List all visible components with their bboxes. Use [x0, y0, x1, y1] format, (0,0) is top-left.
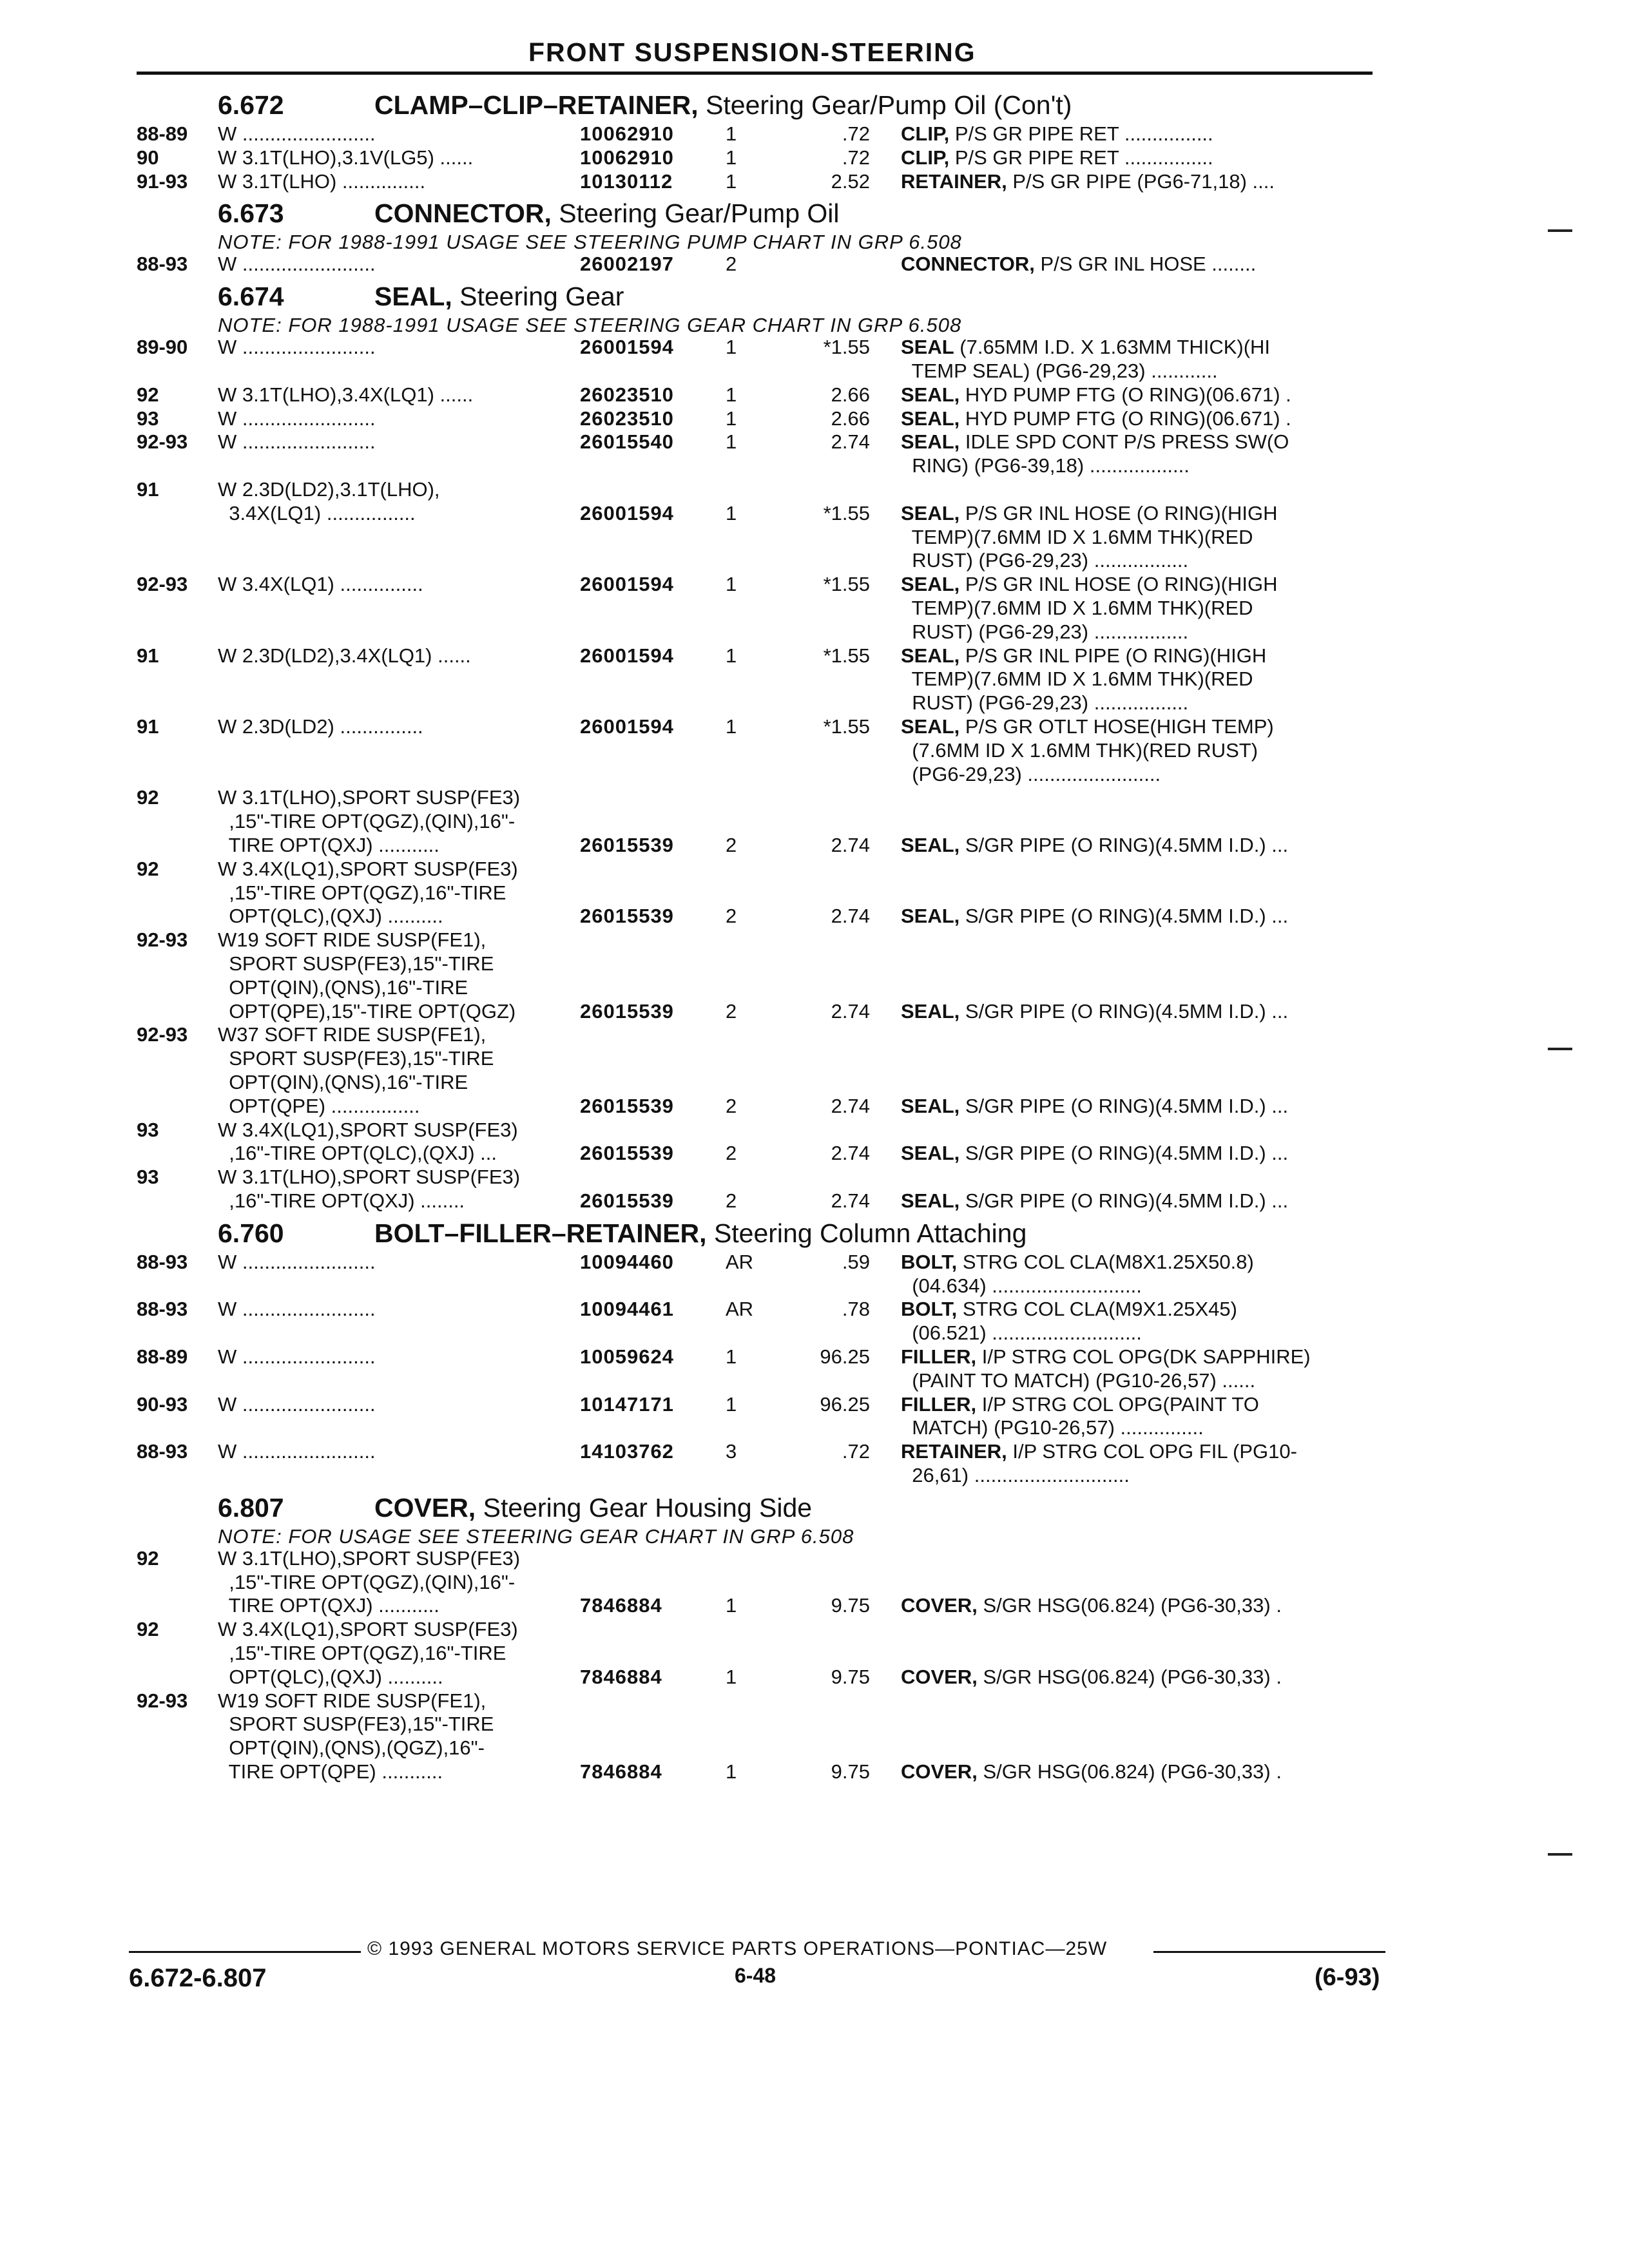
description	[901, 1298, 1237, 1321]
model-years: 92	[137, 857, 159, 880]
application: W ........................	[218, 407, 376, 430]
price: .78	[842, 1298, 870, 1321]
quantity: 2	[726, 833, 737, 856]
description	[901, 122, 1213, 146]
price: 2.74	[831, 905, 870, 928]
section-title-rest: Steering Gear	[452, 282, 624, 312]
description	[901, 715, 1274, 738]
footer-rule-left	[129, 1951, 361, 1953]
quantity: 1	[726, 146, 737, 169]
model-years: 92	[137, 786, 159, 809]
quantity: 1	[726, 644, 737, 667]
section-title-rest: Steering Column Attaching	[706, 1218, 1027, 1248]
section-title	[374, 1493, 812, 1523]
part-number: 26023510	[580, 407, 674, 430]
price: 9.75	[831, 1760, 870, 1783]
application: W ........................	[218, 1298, 376, 1321]
description-text: S/GR HSG(06.824) (PG6-30,33) .	[977, 1594, 1282, 1617]
description	[901, 597, 1253, 620]
footer-rule-right	[1153, 1951, 1385, 1953]
part-number: 10062910	[580, 146, 674, 169]
application: W ........................	[218, 1250, 376, 1273]
section-number: 6.807	[218, 1492, 284, 1523]
application: W 3.4X(LQ1),SPORT SUSP(FE3)	[218, 1118, 518, 1141]
application: ,16"-TIRE OPT(QXJ) ........	[218, 1189, 465, 1212]
price: 96.25	[820, 1345, 870, 1368]
description	[901, 1142, 1288, 1165]
part-number: 26015539	[580, 905, 674, 928]
description	[901, 526, 1253, 549]
part-number: 7846884	[580, 1594, 662, 1617]
part-number: 26015540	[580, 430, 674, 454]
quantity: 1	[726, 1594, 737, 1617]
description-text: P/S GR INL HOSE (O RING)(HIGH	[959, 573, 1278, 596]
description-text: S/GR PIPE (O RING)(4.5MM I.D.) ...	[959, 1189, 1289, 1212]
description	[901, 360, 1218, 383]
description-text: (06.521) ...........................	[901, 1321, 1142, 1345]
price: .72	[842, 122, 870, 145]
application: OPT(QPE),15"-TIRE OPT(QGZ)	[218, 999, 516, 1023]
description-text: IDLE SPD CONT P/S PRESS SW(O	[959, 430, 1289, 454]
model-years: 88-89	[137, 1345, 188, 1368]
description-text: TEMP)(7.6MM ID X 1.6MM THK)(RED	[901, 525, 1253, 548]
description-keyword: SEAL,	[901, 573, 960, 596]
section-title	[374, 282, 624, 312]
model-years: 92-93	[137, 928, 188, 952]
section-title-rest: Steering Gear/Pump Oil (Con't)	[698, 90, 1072, 120]
model-years: 92-93	[137, 573, 188, 596]
description-text: S/GR PIPE (O RING)(4.5MM I.D.) ...	[959, 833, 1289, 856]
model-years: 92	[137, 1546, 159, 1570]
description-text: RUST) (PG6-29,23) .................	[901, 620, 1189, 643]
price: *1.55	[823, 573, 870, 596]
description	[901, 1000, 1288, 1023]
quantity: 1	[726, 407, 737, 430]
application: W ........................	[218, 1440, 376, 1463]
description	[901, 1760, 1282, 1783]
description-keyword: SEAL,	[901, 644, 960, 667]
part-number: 26023510	[580, 383, 674, 406]
description	[901, 1251, 1254, 1274]
model-years: 92-93	[137, 430, 188, 454]
application: W ........................	[218, 253, 376, 276]
description	[901, 644, 1266, 668]
description	[901, 383, 1291, 407]
part-number: 26001594	[580, 336, 674, 359]
part-number: 10062910	[580, 122, 674, 145]
price: 2.74	[831, 1189, 870, 1212]
part-number: 26001594	[580, 573, 674, 596]
section-title-rest: Steering Gear Housing Side	[476, 1492, 813, 1523]
quantity: 2	[726, 999, 737, 1023]
description	[901, 1321, 1142, 1345]
description-keyword: COVER,	[901, 1760, 978, 1783]
price: 2.74	[831, 1094, 870, 1117]
quantity: AR	[726, 1250, 754, 1273]
description	[901, 1095, 1288, 1118]
description-text: HYD PUMP FTG (O RING)(06.671) .	[959, 407, 1291, 430]
description	[901, 1594, 1282, 1617]
margin-mark	[1548, 229, 1572, 232]
application: W 3.1T(LHO),3.4X(LQ1) ......	[218, 383, 474, 406]
model-years: 93	[137, 407, 159, 430]
description	[901, 1189, 1288, 1213]
quantity: AR	[726, 1298, 754, 1321]
part-number: 10094460	[580, 1250, 674, 1273]
description-text: TEMP)(7.6MM ID X 1.6MM THK)(RED	[901, 668, 1253, 691]
description-text: STRG COL CLA(M9X1.25X45)	[957, 1298, 1237, 1321]
application: W 3.1T(LHO),3.1V(LG5) ......	[218, 146, 474, 169]
application: ,15"-TIRE OPT(QGZ),16"-TIRE	[218, 881, 506, 904]
description-keyword: COVER,	[901, 1665, 978, 1688]
description	[901, 691, 1188, 715]
description-keyword: FILLER,	[901, 1345, 977, 1368]
application: TIRE OPT(QXJ) ...........	[218, 1594, 439, 1617]
description	[901, 1274, 1142, 1298]
quantity: 2	[726, 1189, 737, 1212]
application: W 3.4X(LQ1) ...............	[218, 573, 423, 596]
section-title	[374, 198, 840, 229]
description-text: S/GR PIPE (O RING)(4.5MM I.D.) ...	[959, 905, 1289, 928]
description-text: TEMP)(7.6MM ID X 1.6MM THK)(RED	[901, 596, 1253, 619]
description-text: (04.634) ...........................	[901, 1274, 1142, 1297]
application: OPT(QIN),(QNS),(QGZ),16"-	[218, 1736, 485, 1760]
description	[901, 1440, 1297, 1463]
description	[901, 170, 1275, 193]
model-years: 91-93	[137, 169, 188, 193]
quantity: 1	[726, 1345, 737, 1368]
description-keyword: SEAL	[901, 336, 954, 359]
application: W 3.1T(LHO),SPORT SUSP(FE3)	[218, 1166, 521, 1189]
section-range: 6.672-6.807	[129, 1964, 267, 1992]
description	[901, 834, 1288, 857]
description	[901, 1345, 1311, 1369]
application: W 2.3D(LD2),3.4X(LQ1) ......	[218, 644, 471, 667]
price: 2.74	[831, 833, 870, 856]
description	[901, 454, 1190, 477]
application: TIRE OPT(QXJ) ...........	[218, 833, 439, 856]
description-text: RUST) (PG6-29,23) .................	[901, 691, 1189, 715]
quantity: 1	[726, 122, 737, 145]
price: *1.55	[823, 501, 870, 524]
part-number: 14103762	[580, 1440, 674, 1463]
section-number: 6.672	[218, 90, 284, 120]
description-text: (7.6MM ID X 1.6MM THK)(RED RUST)	[901, 738, 1258, 762]
section-number: 6.673	[218, 198, 284, 229]
application: ,15"-TIRE OPT(QGZ),(QIN),16"-	[218, 1570, 516, 1593]
model-years: 91	[137, 478, 159, 501]
application: W 2.3D(LD2),3.1T(LHO),	[218, 478, 440, 501]
application: OPT(QLC),(QXJ) ..........	[218, 905, 443, 928]
quantity: 1	[726, 1665, 737, 1688]
description-text: S/GR HSG(06.824) (PG6-30,33) .	[977, 1665, 1282, 1688]
description-text: P/S GR PIPE (PG6-71,18) ....	[1007, 169, 1275, 193]
section-title-bold: CLAMP–CLIP–RETAINER,	[374, 90, 699, 120]
margin-mark	[1548, 1048, 1572, 1050]
page-title: FRONT SUSPENSION-STEERING	[528, 37, 976, 67]
description-keyword: BOLT,	[901, 1298, 958, 1321]
section-note: NOTE: FOR USAGE SEE STEERING GEAR CHART IN GRP 6.508	[218, 1524, 854, 1548]
description-keyword: RETAINER,	[901, 169, 1007, 193]
section-number: 6.760	[218, 1218, 284, 1248]
description	[901, 1369, 1255, 1392]
description-text: RING) (PG6-39,18) ..................	[901, 454, 1190, 477]
description-keyword: FILLER,	[901, 1392, 977, 1416]
description-text: (PAINT TO MATCH) (PG10-26,57) ......	[901, 1369, 1256, 1392]
part-number: 26002197	[580, 253, 674, 276]
application: W19 SOFT RIDE SUSP(FE1),	[218, 928, 487, 952]
description-text: P/S GR INL PIPE (O RING)(HIGH	[959, 644, 1267, 667]
application: W 3.1T(LHO),SPORT SUSP(FE3)	[218, 1546, 521, 1570]
description-text: P/S GR OTLT HOSE(HIGH TEMP)	[959, 715, 1274, 738]
description	[901, 763, 1161, 786]
section-number: 6.674	[218, 282, 284, 312]
section-note: NOTE: FOR 1988-1991 USAGE SEE STEERING GEAR CHART IN GRP 6.508	[218, 314, 962, 337]
edition-date: (6-93)	[1315, 1964, 1380, 1991]
description-keyword: SEAL,	[901, 715, 960, 738]
description-text: HYD PUMP FTG (O RING)(06.671) .	[959, 383, 1291, 406]
quantity: 1	[726, 1392, 737, 1416]
price: .72	[842, 1440, 870, 1463]
application: W ........................	[218, 122, 376, 145]
price: 2.66	[831, 383, 870, 406]
description	[901, 668, 1253, 691]
application: ,16"-TIRE OPT(QLC),(QXJ) ...	[218, 1142, 497, 1165]
description-keyword: CONNECTOR,	[901, 253, 1035, 276]
model-years: 92-93	[137, 1023, 188, 1046]
description-text: 26,61) ............................	[901, 1463, 1130, 1486]
model-years: 89-90	[137, 336, 188, 359]
description-keyword: SEAL,	[901, 1094, 960, 1117]
application: OPT(QIN),(QNS),16"-TIRE	[218, 1070, 468, 1093]
description	[901, 905, 1288, 928]
section-title-bold: SEAL,	[374, 282, 452, 312]
margin-mark	[1548, 1853, 1572, 1856]
description	[901, 1464, 1130, 1487]
quantity: 1	[726, 501, 737, 524]
application: SPORT SUSP(FE3),15"-TIRE	[218, 952, 494, 975]
price: 2.74	[831, 1142, 870, 1165]
model-years: 90	[137, 146, 159, 169]
application: W37 SOFT RIDE SUSP(FE1),	[218, 1023, 487, 1046]
quantity: 2	[726, 1094, 737, 1117]
description	[901, 1393, 1259, 1416]
application: ,15"-TIRE OPT(QGZ),16"-TIRE	[218, 1641, 506, 1664]
price: 9.75	[831, 1594, 870, 1617]
part-number: 26015539	[580, 1189, 674, 1212]
price: 96.25	[820, 1392, 870, 1416]
part-number: 7846884	[580, 1760, 662, 1783]
application: OPT(QPE) ................	[218, 1094, 420, 1117]
model-years: 90-93	[137, 1392, 188, 1416]
page-footer	[0, 1938, 1629, 2015]
part-number: 26015539	[580, 999, 674, 1023]
description	[901, 1666, 1282, 1689]
quantity: 1	[726, 1760, 737, 1783]
section-title	[374, 1218, 1027, 1249]
part-number: 10147171	[580, 1392, 674, 1416]
quantity: 2	[726, 1142, 737, 1165]
description-text: STRG COL CLA(M8X1.25X50.8)	[957, 1250, 1254, 1273]
description-text: P/S GR INL HOSE (O RING)(HIGH	[959, 501, 1278, 524]
description-text: P/S GR INL HOSE ........	[1034, 253, 1257, 276]
model-years: 91	[137, 715, 159, 738]
description-keyword: RETAINER,	[901, 1440, 1007, 1463]
application: W19 SOFT RIDE SUSP(FE1),	[218, 1689, 487, 1712]
description-text: MATCH) (PG10-26,57) ...............	[901, 1416, 1204, 1439]
description-keyword: SEAL,	[901, 999, 960, 1023]
description-text: I/P STRG COL OPG(PAINT TO	[976, 1392, 1259, 1416]
price: *1.55	[823, 336, 870, 359]
description-text: P/S GR PIPE RET ................	[949, 146, 1213, 169]
application: ,15"-TIRE OPT(QGZ),(QIN),16"-	[218, 810, 516, 833]
description-keyword: SEAL,	[901, 430, 960, 454]
price: 2.52	[831, 169, 870, 193]
description	[901, 253, 1256, 276]
quantity: 1	[726, 169, 737, 193]
part-number: 26015539	[580, 1142, 674, 1165]
price: 9.75	[831, 1665, 870, 1688]
application: W 3.1T(LHO),SPORT SUSP(FE3)	[218, 786, 521, 809]
part-number: 7846884	[580, 1665, 662, 1688]
model-years: 88-89	[137, 122, 188, 145]
quantity: 1	[726, 383, 737, 406]
application: OPT(QIN),(QNS),16"-TIRE	[218, 975, 468, 999]
application: W 3.1T(LHO) ...............	[218, 169, 426, 193]
model-years: 91	[137, 644, 159, 667]
price: *1.55	[823, 715, 870, 738]
section-note: NOTE: FOR 1988-1991 USAGE SEE STEERING PUMP CHART IN GRP 6.508	[218, 231, 962, 254]
page-number: 6-48	[735, 1964, 776, 1987]
description	[901, 573, 1277, 596]
description-keyword: SEAL,	[901, 383, 960, 406]
section-title-bold: COVER,	[374, 1492, 476, 1523]
description-text: I/P STRG COL OPG(DK SAPPHIRE)	[976, 1345, 1311, 1368]
description-keyword: COVER,	[901, 1594, 978, 1617]
price: 2.74	[831, 430, 870, 454]
application: W 3.4X(LQ1),SPORT SUSP(FE3)	[218, 857, 518, 880]
model-years: 88-93	[137, 253, 188, 276]
part-number: 26015539	[580, 1094, 674, 1117]
model-years: 88-93	[137, 1298, 188, 1321]
copyright-notice: © 1993 GENERAL MOTORS SERVICE PARTS OPERATIONS—PONTIAC—25W	[367, 1938, 1108, 1959]
part-number: 10059624	[580, 1345, 674, 1368]
application: W ........................	[218, 1345, 376, 1368]
price: 2.74	[831, 999, 870, 1023]
section-title-bold: BOLT–FILLER–RETAINER,	[374, 1218, 707, 1248]
description-keyword: CLIP,	[901, 146, 950, 169]
application: W 3.4X(LQ1),SPORT SUSP(FE3)	[218, 1618, 518, 1641]
description-text: S/GR HSG(06.824) (PG6-30,33) .	[977, 1760, 1282, 1783]
section-title-rest: Steering Gear/Pump Oil	[551, 198, 840, 229]
description	[901, 336, 1270, 359]
model-years: 93	[137, 1118, 159, 1141]
model-years: 92	[137, 1618, 159, 1641]
description-keyword: SEAL,	[901, 905, 960, 928]
model-years: 88-93	[137, 1250, 188, 1273]
description	[901, 1416, 1204, 1439]
application: W ........................	[218, 430, 376, 454]
description	[901, 407, 1291, 430]
description-text: S/GR PIPE (O RING)(4.5MM I.D.) ...	[959, 1142, 1289, 1165]
quantity: 1	[726, 715, 737, 738]
description-text: S/GR PIPE (O RING)(4.5MM I.D.) ...	[959, 999, 1289, 1023]
model-years: 92-93	[137, 1689, 188, 1712]
description-text: P/S GR PIPE RET ................	[949, 122, 1213, 145]
description	[901, 739, 1258, 762]
quantity: 2	[726, 905, 737, 928]
description-keyword: SEAL,	[901, 501, 960, 524]
part-number: 26001594	[580, 644, 674, 667]
description-text: RUST) (PG6-29,23) .................	[901, 549, 1189, 572]
description-text: TEMP SEAL) (PG6-29,23) ............	[901, 359, 1218, 382]
model-years: 92	[137, 383, 159, 406]
application: 3.4X(LQ1) ................	[218, 501, 416, 524]
description-text: S/GR PIPE (O RING)(4.5MM I.D.) ...	[959, 1094, 1289, 1117]
application: W 2.3D(LD2) ...............	[218, 715, 423, 738]
price: .72	[842, 146, 870, 169]
section-title	[374, 90, 1072, 120]
model-years: 93	[137, 1166, 159, 1189]
quantity: 1	[726, 573, 737, 596]
description-keyword: CLIP,	[901, 122, 950, 145]
application: OPT(QLC),(QXJ) ..........	[218, 1665, 443, 1688]
application: TIRE OPT(QPE) ...........	[218, 1760, 443, 1783]
description	[901, 430, 1289, 454]
part-number: 10094461	[580, 1298, 674, 1321]
description-keyword: SEAL,	[901, 407, 960, 430]
description-keyword: SEAL,	[901, 1142, 960, 1165]
part-number: 26001594	[580, 715, 674, 738]
description-text: (PG6-29,23) ........................	[901, 762, 1161, 785]
section-title-bold: CONNECTOR,	[374, 198, 552, 229]
quantity: 3	[726, 1440, 737, 1463]
part-number: 26001594	[580, 501, 674, 524]
description-text: I/P STRG COL OPG FIL (PG10-	[1007, 1440, 1297, 1463]
description	[901, 146, 1213, 169]
quantity: 2	[726, 253, 737, 276]
application: W ........................	[218, 1392, 376, 1416]
price: 2.66	[831, 407, 870, 430]
description-keyword: BOLT,	[901, 1250, 958, 1273]
part-number: 26015539	[580, 833, 674, 856]
quantity: 1	[726, 336, 737, 359]
price: *1.55	[823, 644, 870, 667]
description	[901, 502, 1277, 525]
application: SPORT SUSP(FE3),15"-TIRE	[218, 1713, 494, 1736]
description-keyword: SEAL,	[901, 1189, 960, 1212]
quantity: 1	[726, 430, 737, 454]
model-years: 88-93	[137, 1440, 188, 1463]
description-keyword: SEAL,	[901, 833, 960, 856]
description	[901, 620, 1188, 644]
application: SPORT SUSP(FE3),15"-TIRE	[218, 1047, 494, 1070]
description-text: (7.65MM I.D. X 1.63MM THICK)(HI	[954, 336, 1271, 359]
part-number: 10130112	[580, 169, 673, 193]
price: .59	[842, 1250, 870, 1273]
description	[901, 549, 1188, 572]
application: W ........................	[218, 336, 376, 359]
